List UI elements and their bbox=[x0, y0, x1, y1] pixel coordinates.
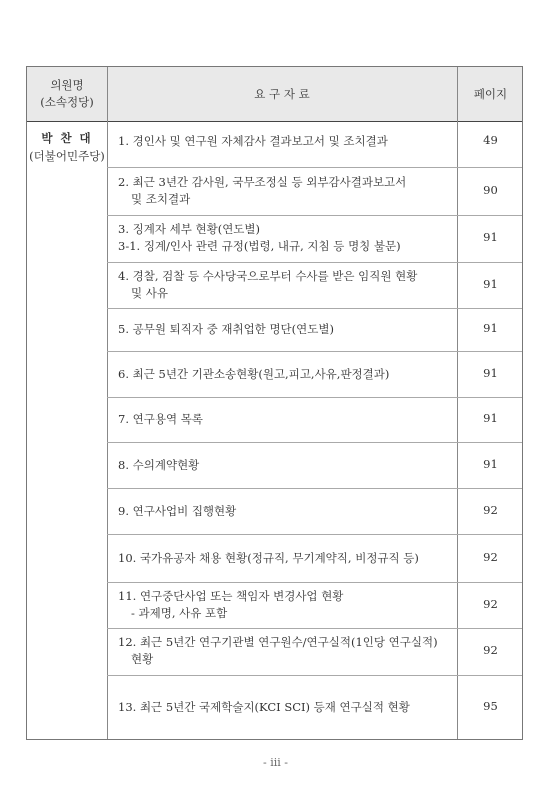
request-item-line: 6. 최근 5년간 기관소송현황(원고,피고,사유,판정결과) bbox=[118, 366, 390, 381]
member-cell bbox=[27, 129, 107, 165]
header-party-label: (소속정당) bbox=[40, 95, 94, 109]
request-item bbox=[118, 457, 460, 474]
request-item-page: 91 bbox=[483, 411, 498, 425]
row-divider bbox=[107, 582, 522, 583]
request-item-page: 91 bbox=[483, 321, 498, 335]
header-request-label: 요 구 자 료 bbox=[254, 86, 310, 101]
request-item-page: 49 bbox=[483, 133, 498, 147]
request-item bbox=[118, 588, 460, 622]
request-item-line: 12. 최근 5년간 연구기관별 연구원수/연구실적(1인당 연구실적) bbox=[118, 635, 438, 649]
request-item-line: 11. 연구중단사업 또는 책임자 변경사업 현황 bbox=[118, 589, 344, 603]
request-item-page: 95 bbox=[483, 699, 498, 713]
request-item-line: 4. 경찰, 검찰 등 수사당국으로부터 수사를 받은 임직원 현황 bbox=[118, 269, 418, 283]
request-item-line: 5. 공무원 퇴직자 중 재취업한 명단(연도별) bbox=[118, 321, 334, 336]
request-item-page: 91 bbox=[483, 277, 498, 291]
row-divider bbox=[107, 442, 522, 443]
row-divider bbox=[107, 215, 522, 216]
request-item bbox=[118, 221, 460, 255]
header-member-cell bbox=[27, 67, 107, 121]
request-item-line: 8. 수의계약현황 bbox=[118, 457, 200, 472]
request-item-page: 92 bbox=[483, 643, 498, 657]
request-item bbox=[118, 550, 460, 567]
header-member-label: 의원명 bbox=[50, 78, 84, 92]
request-item-line: 3-1. 징계/인사 관련 규정(법령, 내규, 지침 등 명칭 불문) bbox=[118, 239, 401, 253]
page-number: - iii - bbox=[263, 756, 288, 769]
request-item bbox=[118, 321, 460, 338]
request-item-line: 7. 연구용역 목록 bbox=[118, 411, 203, 426]
request-item bbox=[118, 503, 460, 520]
request-item bbox=[118, 133, 460, 150]
request-item bbox=[118, 366, 460, 383]
request-item-line: 9. 연구사업비 집행현황 bbox=[118, 503, 237, 518]
row-divider bbox=[107, 167, 522, 168]
request-item-line: 1. 경인사 및 연구원 자체감사 결과보고서 및 조치결과 bbox=[118, 133, 388, 148]
request-item-page: 92 bbox=[483, 503, 498, 517]
member-name: 박 찬 대 bbox=[41, 131, 93, 145]
row-divider bbox=[107, 262, 522, 263]
request-item bbox=[118, 174, 460, 208]
request-item-line: 및 사유 bbox=[131, 286, 168, 300]
request-item-page: 92 bbox=[483, 550, 498, 564]
request-item bbox=[118, 268, 460, 302]
member-party: (더불어민주당) bbox=[29, 149, 105, 163]
request-item bbox=[118, 634, 460, 668]
request-item-line: 및 조치결과 bbox=[131, 192, 191, 206]
row-divider bbox=[107, 675, 522, 676]
request-item-page: 91 bbox=[483, 457, 498, 471]
header-request-cell bbox=[107, 67, 457, 121]
row-divider bbox=[107, 397, 522, 398]
row-divider bbox=[107, 488, 522, 489]
request-item-line: - 과제명, 사유 포함 bbox=[131, 606, 228, 620]
request-item-line: 3. 징계자 세부 현황(연도별) bbox=[118, 222, 261, 236]
row-divider bbox=[107, 308, 522, 309]
row-divider bbox=[107, 534, 522, 535]
request-item-page: 92 bbox=[483, 597, 498, 611]
header-page-label: 페이지 bbox=[473, 86, 508, 101]
request-item-page: 90 bbox=[483, 183, 498, 197]
row-divider bbox=[107, 628, 522, 629]
row-divider bbox=[107, 351, 522, 352]
request-item-line: 2. 최근 3년간 감사원, 국무조정실 등 외부감사결과보고서 bbox=[118, 175, 407, 189]
header-page-cell bbox=[457, 67, 524, 121]
request-item-line: 13. 최근 5년간 국제학술지(KCI SCI) 등재 연구실적 현황 bbox=[118, 699, 410, 714]
request-item bbox=[118, 411, 460, 428]
request-table bbox=[26, 66, 523, 740]
request-item bbox=[118, 699, 460, 716]
request-item-page: 91 bbox=[483, 230, 498, 244]
request-item-line: 10. 국가유공자 채용 현황(정규직, 무기계약직, 비정규직 등) bbox=[118, 550, 419, 565]
request-item-page: 91 bbox=[483, 366, 498, 380]
request-item-line: 현황 bbox=[131, 652, 154, 666]
